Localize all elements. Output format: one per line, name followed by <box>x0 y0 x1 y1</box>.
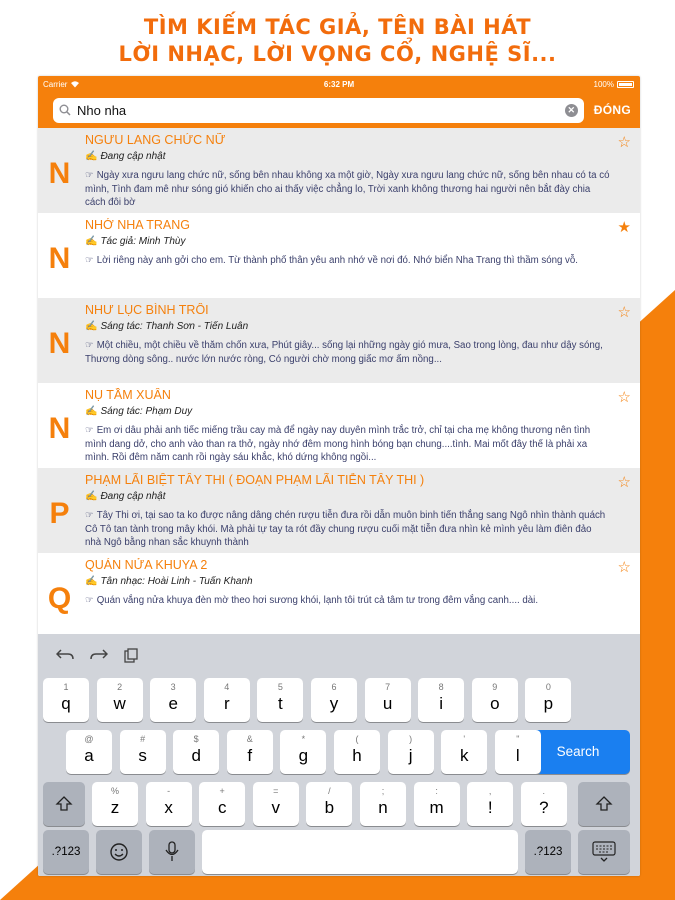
pointing-hand-icon: ☞ <box>85 425 94 436</box>
keyboard <box>38 634 640 876</box>
numbers-key-right[interactable]: .?123 <box>525 830 571 874</box>
result-row[interactable] <box>38 213 640 298</box>
star-outline-icon[interactable]: ☆ <box>617 389 631 406</box>
song-author: Sáng tác: Thanh Sơn - Tiến Luân <box>100 321 249 332</box>
pen-icon: ✍ <box>85 576 98 587</box>
pointing-hand-icon: ☞ <box>85 255 94 266</box>
pen-icon: ✍ <box>85 321 98 332</box>
key-x[interactable]: - x <box>146 782 192 826</box>
key-d[interactable]: $ d <box>173 730 219 774</box>
result-row[interactable] <box>38 383 640 468</box>
star-outline-icon[interactable]: ☆ <box>617 474 631 491</box>
song-title: NỤ TẦM XUÂN <box>85 388 171 402</box>
song-title: NHỚ NHA TRANG <box>85 218 190 232</box>
index-letter: N <box>48 156 71 190</box>
key-symbol[interactable]: , ! <box>467 782 513 826</box>
shift-icon <box>55 795 73 813</box>
keyboard-toolbar <box>38 634 640 676</box>
redo-icon[interactable] <box>90 648 108 662</box>
key-q[interactable]: 1 q <box>43 678 89 722</box>
close-button[interactable]: ĐÓNG <box>593 103 631 117</box>
index-letter: N <box>48 326 71 360</box>
space-key[interactable] <box>202 830 518 874</box>
promo-line-1: TÌM KIẾM TÁC GIẢ, TÊN BÀI HÁT <box>143 15 532 39</box>
lyrics-snippet: Em ơi dâu phải anh tiếc miếng trầu cay mà để ngày nay duyên mình trắc trở, chỉ tại cha mẹ không thương nên tình mình dang dở, cho anh vào than ra thở, ngày nhớ đêm mong hình bóng bạn chung....tình. Mai mốt đây thế là phải xa mình. Rồi đêm năm canh rồi ngày sáu khắc, khó dứng không ngồi... <box>85 425 591 463</box>
song-author: Đang cập nhật <box>100 491 166 502</box>
song-title: NGƯU LANG CHỨC NỮ <box>85 133 226 147</box>
key-m[interactable]: : m <box>414 782 460 826</box>
undo-icon[interactable] <box>56 648 74 662</box>
key-z[interactable]: % z <box>92 782 138 826</box>
search-input[interactable] <box>77 103 559 118</box>
song-author: Sáng tác: Phạm Duy <box>100 406 193 417</box>
song-author: Tân nhạc: Hoài Linh - Tuấn Khanh <box>100 576 253 587</box>
keyboard-row-1 <box>38 678 640 724</box>
result-row[interactable] <box>38 468 640 553</box>
lyrics-snippet: Quán vắng nửa khuya đèn mờ theo hơi sương khói, lạnh tôi trút cả tâm tư trong đêm vắng canh.... dài. <box>96 595 539 606</box>
key-a[interactable]: @ a <box>66 730 112 774</box>
pointing-hand-icon: ☞ <box>85 510 94 521</box>
star-outline-icon[interactable]: ☆ <box>617 304 631 321</box>
key-w[interactable]: 2 w <box>97 678 143 722</box>
star-outline-icon[interactable]: ☆ <box>617 559 631 576</box>
pen-icon: ✍ <box>85 236 98 247</box>
star-outline-icon[interactable]: ☆ <box>617 134 631 151</box>
lyrics-snippet: Tây Thi ơi, tại sao ta ko được nâng dâng chén rượu tiễn đưa rồi dẫn muôn binh tiến thẳng sang Ngô nhìn thành quách Cô Tô tan tành trong mây khói. Mà phải tự tay ta rót đầy chung rượu cuối mặt tiễn đưa nhìn kẻ mình yêu làm điên đảo nhà Ngô bằng nhan sắc khuynh thành <box>85 510 606 548</box>
pen-icon: ✍ <box>85 491 98 502</box>
lyrics-snippet: Lời riêng này anh gởi cho em. Từ thành phố thân yêu anh nhớ về nơi đó. Nhớ biển Nha Trang thì thầm sóng vỗ. <box>96 255 578 266</box>
search-field[interactable] <box>53 98 584 123</box>
star-filled-icon[interactable]: ★ <box>617 219 631 236</box>
key-r[interactable]: 4 r <box>204 678 250 722</box>
search-bar <box>38 92 640 128</box>
key-o[interactable]: 9 o <box>472 678 518 722</box>
key-f[interactable]: & f <box>227 730 273 774</box>
key-e[interactable]: 3 e <box>150 678 196 722</box>
key-b[interactable]: / b <box>306 782 352 826</box>
dictation-key[interactable] <box>149 830 195 874</box>
key-j[interactable]: ) j <box>388 730 434 774</box>
status-bar <box>38 76 640 92</box>
search-key[interactable]: Search <box>526 730 630 774</box>
results-list <box>38 128 640 634</box>
pointing-hand-icon: ☞ <box>85 595 94 606</box>
key-t[interactable]: 5 t <box>257 678 303 722</box>
numbers-key-left[interactable]: .?123 <box>43 830 89 874</box>
key-h[interactable]: ( h <box>334 730 380 774</box>
song-title: PHẠM LÃI BIỆT TÂY THI ( ĐOẠN PHẠM LÃI TIỄN TÂY THI ) <box>85 473 425 487</box>
shift-icon <box>595 795 613 813</box>
key-l[interactable]: " l <box>495 730 541 774</box>
pen-icon: ✍ <box>85 151 98 162</box>
song-title: QUÁN NỬA KHUYA 2 <box>85 558 208 572</box>
index-letter: N <box>48 411 71 445</box>
search-icon <box>59 104 71 116</box>
pen-icon: ✍ <box>85 406 98 417</box>
microphone-icon <box>165 841 179 863</box>
result-row[interactable] <box>38 298 640 383</box>
song-author: Tác giả: Minh Thùy <box>100 236 186 247</box>
clear-icon[interactable]: ✕ <box>565 104 578 117</box>
keyboard-row-3 <box>38 782 640 828</box>
lyrics-snippet: Ngày xưa ngưu lang chức nữ, sống bên nhau không xa một giờ, Ngày xưa ngưu lang chức nữ, sống bên nhau có ta có mình, Tình đam mê như sóng gió khiến cho ai thấy việc chẳng lo, Trời xanh không thương hai người nên bắt đày chia cách đôi bờ <box>85 170 610 208</box>
hide-keyboard-key[interactable] <box>578 830 630 874</box>
tablet-screen <box>38 76 640 876</box>
lyrics-snippet: Một chiều, một chiều về thăm chốn xưa, Phút giây... sống lại những ngày gió mưa, Sao trong lòng, đau như dậy sóng, Thương dòng sông.. nước lớn nước ròng, Có người chờ mong giấc mơ ấm nồng... <box>85 340 603 365</box>
key-i[interactable]: 8 i <box>418 678 464 722</box>
result-row[interactable] <box>38 553 640 634</box>
result-row[interactable] <box>38 128 640 213</box>
keyboard-row-2 <box>38 730 640 776</box>
key-symbol[interactable]: . ? <box>521 782 567 826</box>
key-y[interactable]: 6 y <box>311 678 357 722</box>
pointing-hand-icon: ☞ <box>85 170 94 181</box>
index-letter: P <box>49 496 70 530</box>
shift-key-left[interactable] <box>43 782 85 826</box>
carrier-label: Carrier <box>43 79 68 89</box>
paste-icon[interactable] <box>124 648 138 663</box>
key-s[interactable]: # s <box>120 730 166 774</box>
status-time: 6:32 PM <box>323 79 355 89</box>
index-letter: N <box>48 241 71 275</box>
pointing-hand-icon: ☞ <box>85 340 94 351</box>
shift-key-right[interactable] <box>578 782 630 826</box>
emoji-key[interactable] <box>96 830 142 874</box>
key-c[interactable]: + c <box>199 782 245 826</box>
key-p[interactable]: 0 p <box>525 678 571 722</box>
song-author: Đang cập nhật <box>100 151 166 162</box>
promo-heading <box>0 14 675 68</box>
keyboard-hide-icon <box>592 841 616 863</box>
battery-icon <box>617 81 634 88</box>
emoji-icon <box>109 842 129 862</box>
key-g[interactable]: * g <box>280 730 326 774</box>
promo-line-2: LỜI NHẠC, LỜI VỌNG CỔ, NGHỆ SĨ... <box>118 42 557 66</box>
key-k[interactable]: ' k <box>441 730 487 774</box>
keyboard-row-4 <box>38 830 640 876</box>
battery-percent: 100% <box>593 79 614 89</box>
key-v[interactable]: = v <box>253 782 299 826</box>
index-letter: Q <box>47 581 72 615</box>
key-u[interactable]: 7 u <box>365 678 411 722</box>
key-n[interactable]: ; n <box>360 782 406 826</box>
song-title: NHƯ LỤC BÌNH TRÔI <box>85 303 209 317</box>
